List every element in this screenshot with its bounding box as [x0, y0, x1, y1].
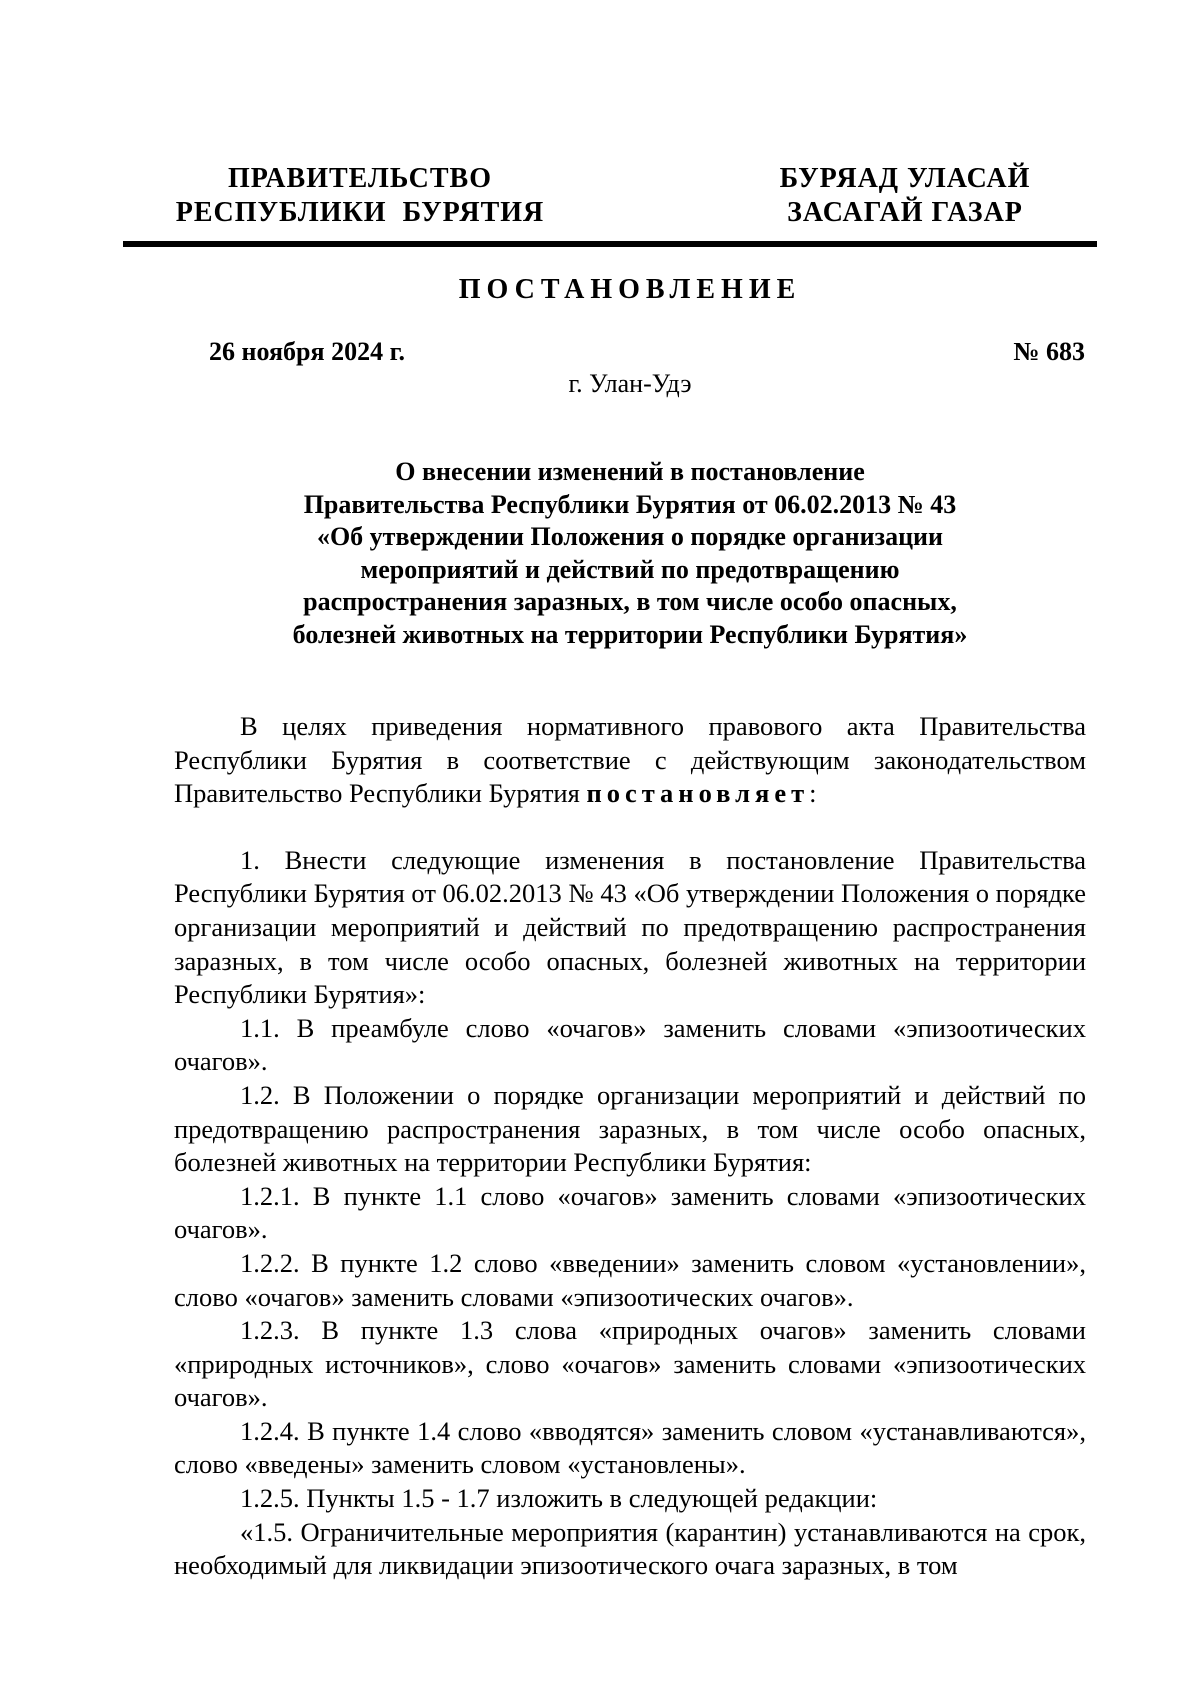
document-city: г. Улан-Удэ: [568, 369, 692, 398]
title-line: О внесении изменений в постановление: [395, 457, 865, 486]
body-paragraph: 1.2.2. В пункте 1.2 слово «введении» заменить словом «установлении», слово «очагов» заменить словами «эпизоотических очагов».: [174, 1247, 1086, 1312]
document-date: 26 ноября 2024 г.: [209, 337, 405, 366]
header-right-line-2: ЗАСАГАЙ ГАЗАР: [787, 197, 1023, 228]
title-line: «Об утверждении Положения о порядке организации: [316, 522, 944, 551]
body-paragraph: 1.2. В Положении о порядке организации мероприятий и действий по предотвращению распространения заразных, в том числе особо опасных, болезней животных на территории Республики Бурятия:: [174, 1079, 1086, 1178]
title-line: мероприятий и действий по предотвращению: [360, 554, 900, 584]
header-right-line-1: БУРЯАД УЛАСАЙ: [779, 163, 1031, 194]
body-paragraph: 1.1. В преамбуле слово «очагов» заменить словами «эпизоотических очагов».: [174, 1012, 1086, 1077]
header-left-line-2: РЕСПУБЛИКИ БУРЯТИЯ: [175, 197, 545, 228]
title-line: распространения заразных, в том числе особо опасных,: [303, 587, 957, 616]
document-type: ПОСТАНОВЛЕНИЕ: [458, 274, 802, 305]
header-government-bua: [735, 162, 1075, 230]
body-paragraph: 1.2.4. В пункте 1.4 слово «вводятся» заменить словом «устанавливаются», слово «введены» заменить словом «установлены».: [174, 1415, 1086, 1480]
body-paragraph: «1.5. Ограничительные мероприятия (карантин) устанавливаются на срок, необходимый для ликвидации эпизоотического очага заразных, в том: [174, 1516, 1086, 1581]
preamble-paragraph: [174, 710, 1086, 811]
body-paragraph: 1. Внести следующие изменения в постановление Правительства Республики Бурятия от 06.02.2013 № 43 «Об утверждении Положения о порядке организации мероприятий и действий по предотвращению распространения заразных, в том числе особо опасных, болезней животных на территории Республики Бурятия»:: [174, 844, 1086, 1010]
document-body: [174, 710, 1086, 1583]
decree-word: постановляет: [586, 778, 810, 809]
preamble-colon: :: [809, 778, 817, 809]
preamble-text: В целях приведения нормативного правового акта Правительства Республики Бурятия в соответствие с действующим законодательством Правительство Республики Бурятия: [174, 711, 1086, 809]
body-paragraph: 1.2.5. Пункты 1.5 - 1.7 изложить в следующей редакции:: [240, 1483, 878, 1514]
body-paragraph: 1.2.3. В пункте 1.3 слова «природных очагов» заменить словами «природных источников», слово «очагов» заменить словами «эпизоотических очагов».: [174, 1315, 1086, 1413]
header-government-ru: [165, 162, 555, 230]
header-divider: [123, 241, 1097, 247]
document-title: [220, 456, 1040, 651]
header-left-line-1: ПРАВИТЕЛЬСТВО: [228, 163, 492, 194]
body-paragraph: 1.2.1. В пункте 1.1 слово «очагов» заменить словами «эпизоотических очагов».: [174, 1180, 1086, 1245]
title-line: Правительства Республики Бурятия от 06.02.2013 № 43: [303, 489, 957, 519]
title-line: болезней животных на территории Республики Бурятия»: [292, 619, 968, 649]
document-number: № 683: [1013, 337, 1085, 366]
